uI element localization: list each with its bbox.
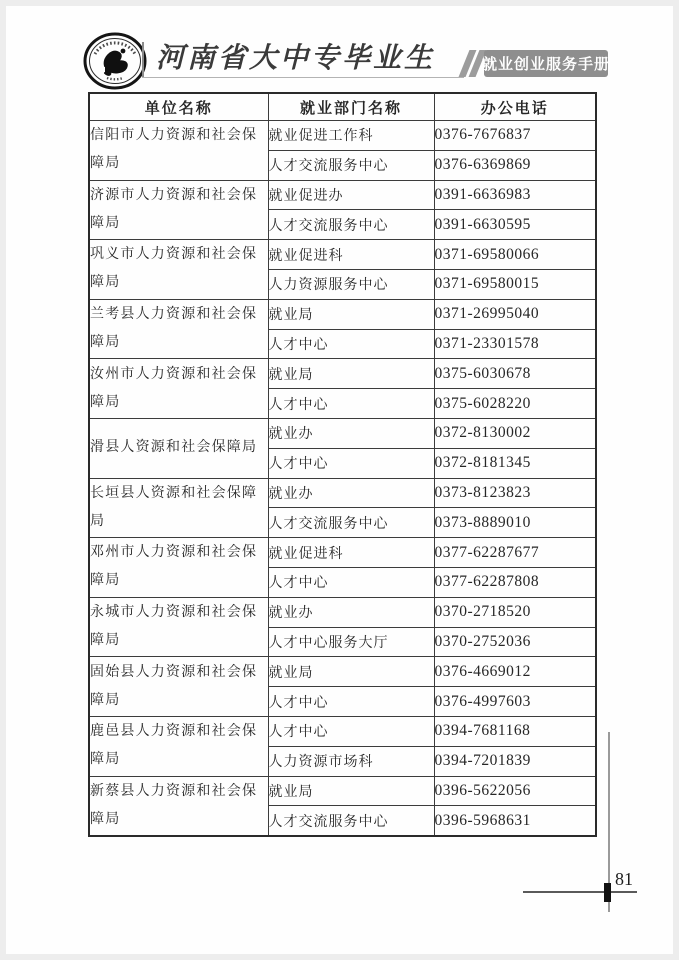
page-number-tick — [604, 883, 611, 902]
unit-name-cell: 济源市人力资源和社会保障局 — [89, 180, 268, 240]
department-cell: 人才中心 — [268, 329, 434, 359]
unit-name-cell: 兰考县人力资源和社会保障局 — [89, 299, 268, 359]
phone-cell: 0375-6028220 — [434, 389, 596, 419]
phone-cell: 0394-7681168 — [434, 716, 596, 746]
phone-cell: 0376-4669012 — [434, 657, 596, 687]
department-cell: 人才中心 — [268, 716, 434, 746]
page-title: 河南省大中专毕业生 — [156, 43, 436, 74]
department-cell: 就业促进科 — [268, 240, 434, 270]
table-row — [89, 597, 596, 627]
table-row — [89, 716, 596, 746]
unit-name-cell: 巩义市人力资源和社会保障局 — [89, 240, 268, 300]
table-row — [89, 418, 596, 448]
phone-cell: 0370-2718520 — [434, 597, 596, 627]
department-cell: 就业局 — [268, 657, 434, 687]
phone-cell: 0373-8123823 — [434, 478, 596, 508]
phone-cell: 0371-69580066 — [434, 240, 596, 270]
title-separator — [142, 42, 144, 78]
department-cell: 就业办 — [268, 418, 434, 448]
phone-cell: 0376-7676837 — [434, 121, 596, 151]
phone-cell: 0371-69580015 — [434, 269, 596, 299]
column-header-phone: 办公电话 — [434, 93, 596, 121]
table-row — [89, 657, 596, 687]
department-cell: 人力资源服务中心 — [268, 269, 434, 299]
department-cell: 就业局 — [268, 776, 434, 806]
unit-name-cell: 鹿邑县人力资源和社会保障局 — [89, 716, 268, 776]
footer-horizontal-rule — [523, 891, 637, 893]
department-cell: 人才交流服务中心 — [268, 806, 434, 836]
phone-cell: 0375-6030678 — [434, 359, 596, 389]
department-cell: 人才交流服务中心 — [268, 150, 434, 180]
department-cell: 就业促进工作科 — [268, 121, 434, 151]
phone-cell: 0396-5622056 — [434, 776, 596, 806]
department-cell: 人才中心 — [268, 567, 434, 597]
unit-name-cell: 新蔡县人力资源和社会保障局 — [89, 776, 268, 836]
unit-name-cell: 滑县人资源和社会保障局 — [89, 418, 268, 478]
phone-cell: 0396-5968631 — [434, 806, 596, 836]
department-cell: 人才中心 — [268, 448, 434, 478]
department-cell: 人才交流服务中心 — [268, 210, 434, 240]
table-row — [89, 359, 596, 389]
unit-name-cell: 固始县人力资源和社会保障局 — [89, 657, 268, 717]
page-number: 81 — [615, 869, 633, 889]
phone-cell: 0371-26995040 — [434, 299, 596, 329]
table-row — [89, 240, 596, 270]
department-cell: 就业局 — [268, 299, 434, 329]
department-cell: 人才中心 — [268, 389, 434, 419]
column-header-department: 就业部门名称 — [268, 93, 434, 121]
unit-name-cell: 长垣县人资源和社会保障局 — [89, 478, 268, 538]
phone-cell: 0376-4997603 — [434, 687, 596, 717]
phone-cell: 0391-6630595 — [434, 210, 596, 240]
department-cell: 就业办 — [268, 478, 434, 508]
table-row — [89, 776, 596, 806]
seal-logo-icon — [83, 32, 147, 90]
phone-cell: 0391-6636983 — [434, 180, 596, 210]
phone-cell: 0376-6369869 — [434, 150, 596, 180]
unit-name-cell: 永城市人力资源和社会保障局 — [89, 597, 268, 657]
table-row — [89, 538, 596, 568]
department-cell: 人才交流服务中心 — [268, 508, 434, 538]
phone-cell: 0377-62287808 — [434, 567, 596, 597]
table-row — [89, 121, 596, 151]
phone-cell: 0394-7201839 — [434, 746, 596, 776]
department-cell: 人才中心服务大厅 — [268, 627, 434, 657]
department-cell: 就业局 — [268, 359, 434, 389]
phone-cell: 0371-23301578 — [434, 329, 596, 359]
unit-name-cell: 汝州市人力资源和社会保障局 — [89, 359, 268, 419]
table-row — [89, 299, 596, 329]
unit-name-cell: 信阳市人力资源和社会保障局 — [89, 121, 268, 181]
table-header-row — [89, 93, 596, 121]
phone-cell: 0373-8889010 — [434, 508, 596, 538]
phone-cell: 0372-8181345 — [434, 448, 596, 478]
phone-cell: 0377-62287677 — [434, 538, 596, 568]
column-header-unit: 单位名称 — [89, 93, 268, 121]
table-row — [89, 180, 596, 210]
department-cell: 人力资源市场科 — [268, 746, 434, 776]
department-cell: 人才中心 — [268, 687, 434, 717]
handbook-badge: 就业创业服务手册 — [484, 50, 608, 77]
department-cell: 就业促进科 — [268, 538, 434, 568]
contact-table — [88, 92, 597, 837]
department-cell: 就业办 — [268, 597, 434, 627]
department-cell: 就业促进办 — [268, 180, 434, 210]
header-underline — [142, 77, 464, 78]
unit-name-cell: 邓州市人力资源和社会保障局 — [89, 538, 268, 598]
phone-cell: 0372-8130002 — [434, 418, 596, 448]
table-row — [89, 478, 596, 508]
phone-cell: 0370-2752036 — [434, 627, 596, 657]
